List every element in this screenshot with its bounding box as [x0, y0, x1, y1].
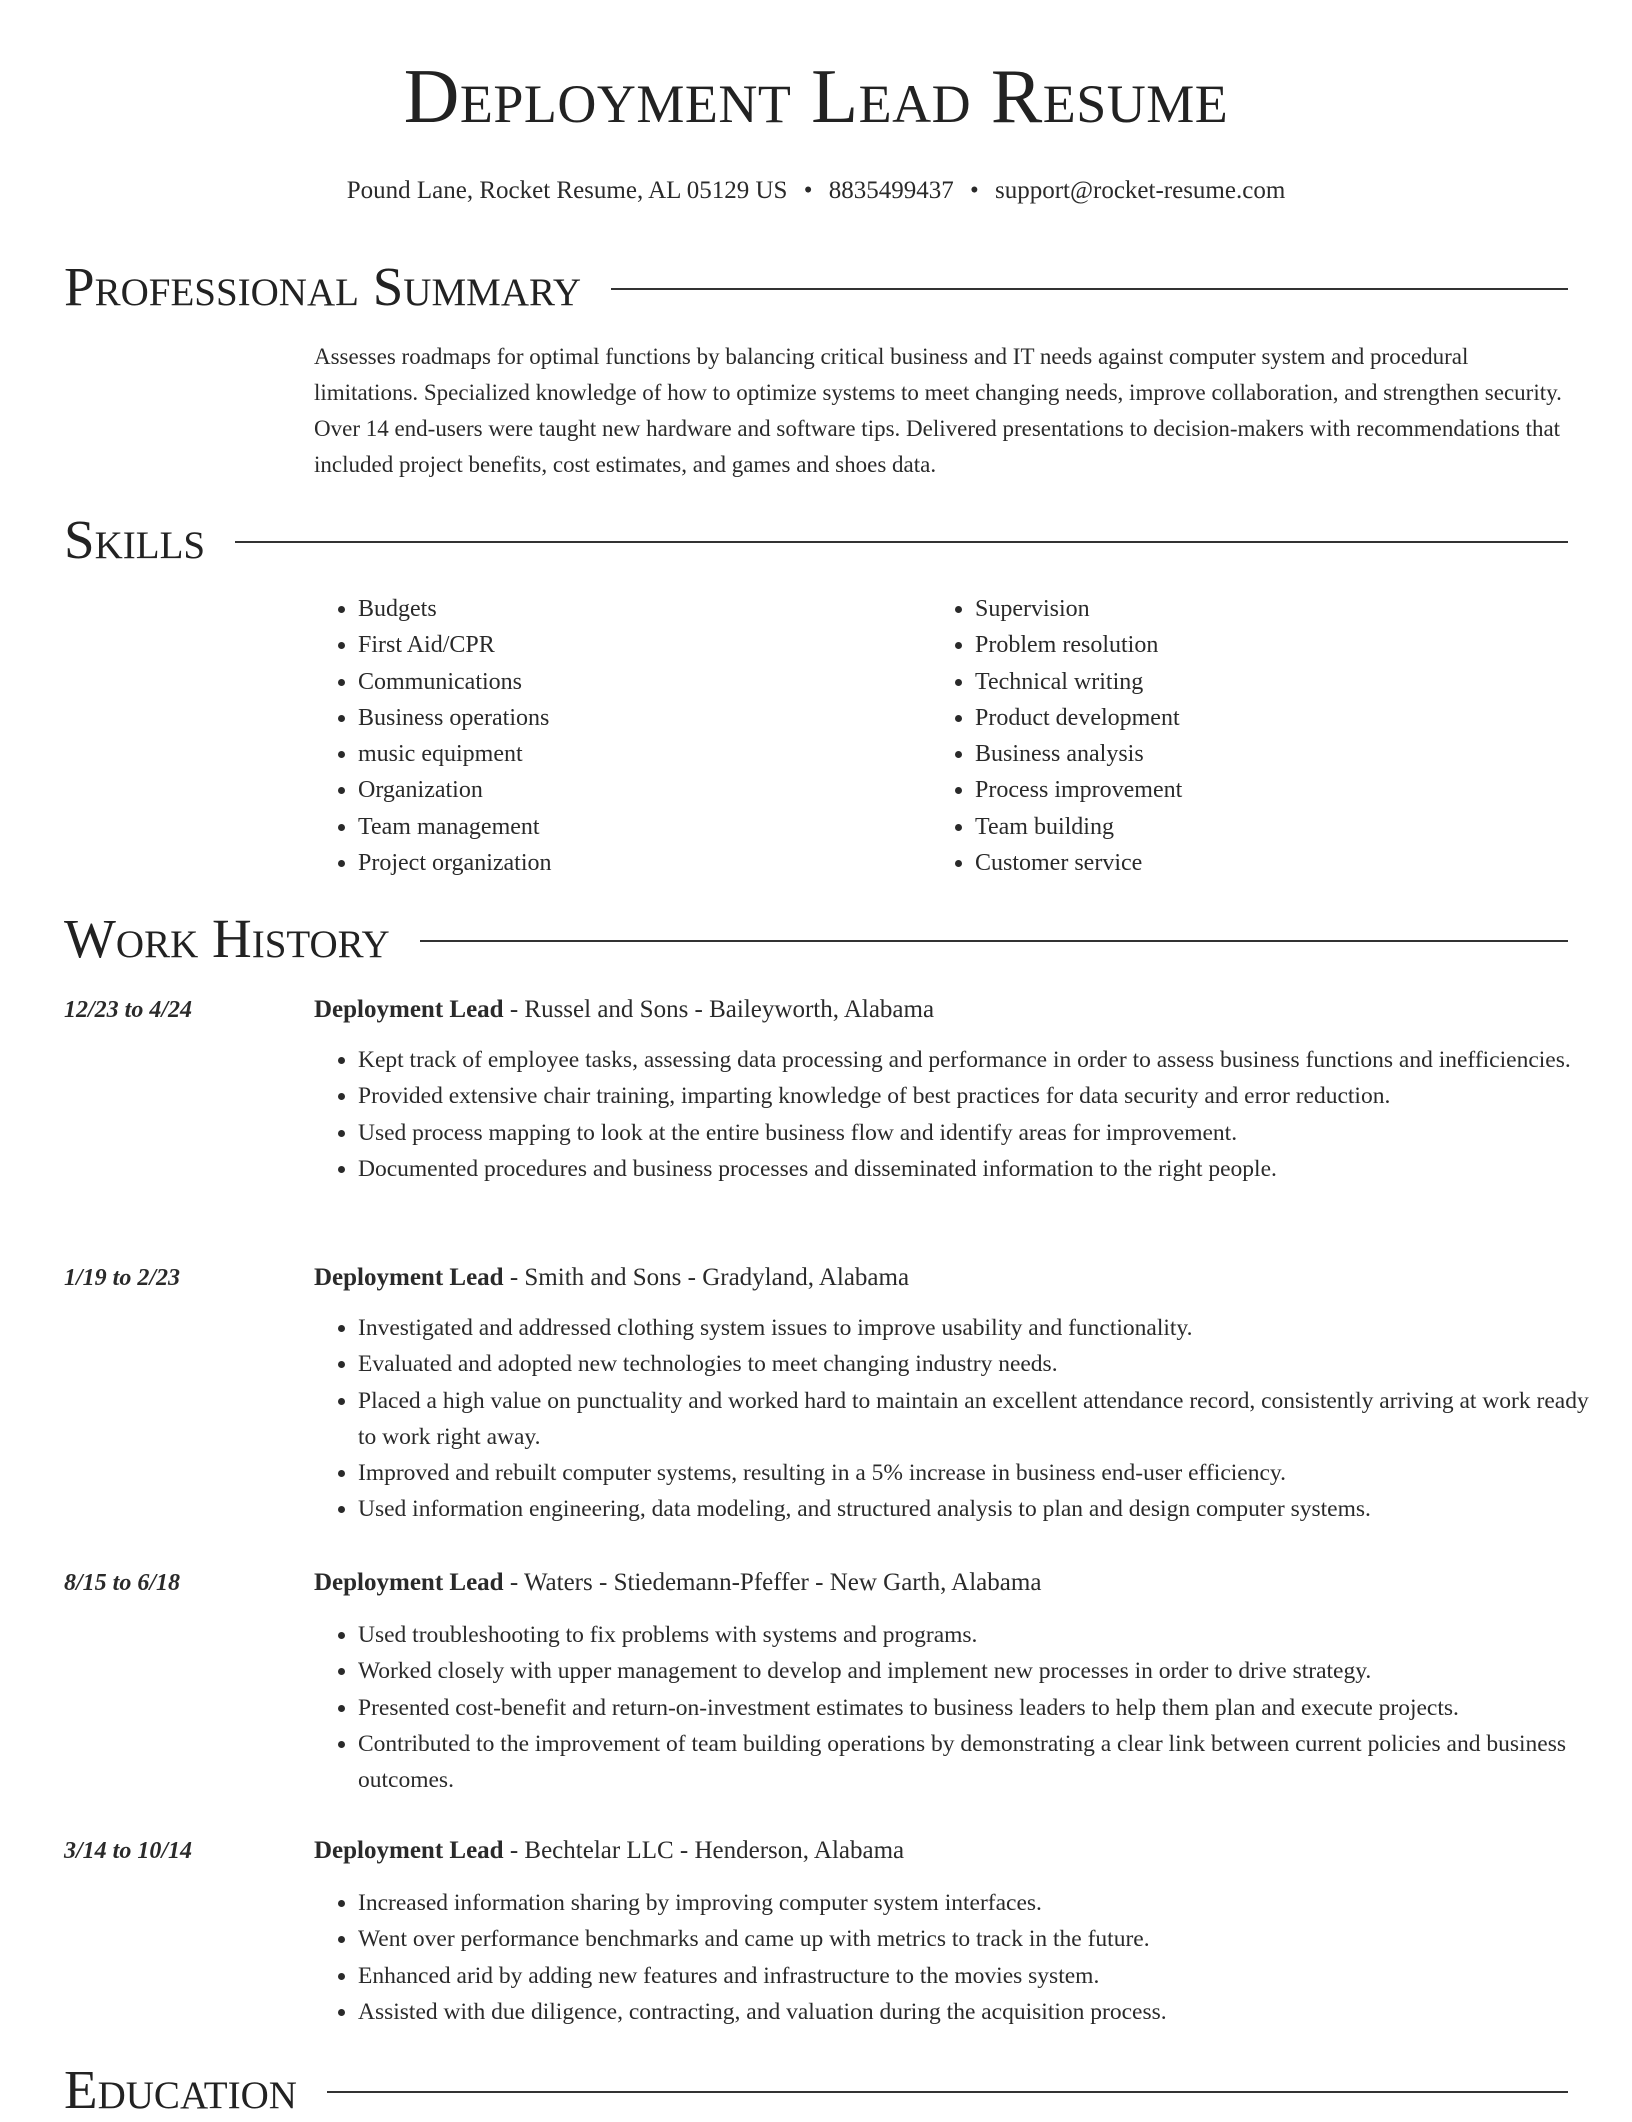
section-skills: [64, 508, 1568, 572]
job-role: Deployment Lead: [314, 1837, 504, 1864]
skill-item: • Supervision: [975, 591, 1535, 627]
job-bullet: • Improved and rebuilt computer systems, resulting in a 5% increase in business end-user efficiency.: [358, 1455, 1608, 1491]
job-bullet: • Used process mapping to look at the entire business flow and identify areas for improvement.: [358, 1115, 1608, 1151]
job-bullet: • Went over performance benchmarks and came up with metrics to track in the future.: [358, 1921, 1608, 1957]
job-bullet: • Investigated and addressed clothing system issues to improve usability and functionality.: [358, 1310, 1608, 1346]
job-bullet: • Documented procedures and business processes and disseminated information to the right people.: [358, 1151, 1608, 1187]
skill-item: • Business operations: [358, 700, 918, 736]
job-bullets: [314, 1885, 1608, 2030]
summary-text: Assesses roadmaps for optimal functions by balancing critical business and IT needs against computer system and procedural limitations. Specialized knowledge of how to optimize systems to meet changing needs, improve collaboration, and strengthen security. Over 14 end-users were taught new hardware and software tips. Delivered presentations to decision-makers with recommendations that included project benefits, cost estimates, and games and shoes data.: [314, 344, 1562, 477]
job-bullets: [314, 1310, 1608, 1528]
job-bullets: [314, 1617, 1608, 1798]
job-date: 3/14 to 10/14: [64, 1838, 193, 1864]
skill-item: • Budgets: [358, 591, 918, 627]
job-date: 12/23 to 4/24: [64, 997, 193, 1023]
job-bullet: • Evaluated and adopted new technologies to meet changing industry needs.: [358, 1346, 1608, 1382]
page-title: Deployment Lead Resume: [403, 53, 1229, 139]
job-bullet: • Contributed to the improvement of team building operations by demonstrating a clear link between current policies and business outcomes.: [358, 1726, 1608, 1799]
skill-item: • First Aid/CPR: [358, 627, 918, 663]
section-work-history: [64, 907, 1568, 971]
job-bullet: • Assisted with due diligence, contracting, and valuation during the acquisition process.: [358, 1994, 1608, 2030]
job-role: Deployment Lead: [314, 996, 504, 1023]
section-title-work-history: Work History: [64, 907, 420, 971]
job-heading: [314, 1833, 904, 1869]
skill-item: • music equipment: [358, 736, 918, 772]
section-education: [64, 2058, 1568, 2122]
job-bullet: • Kept track of employee tasks, assessing data processing and performance in order to assess business functions and inefficiencies.: [358, 1042, 1608, 1078]
job-bullet: • Enhanced arid by adding new features and infrastructure to the movies system.: [358, 1958, 1608, 1994]
skill-item: • Customer service: [975, 845, 1535, 881]
job-role: Deployment Lead: [314, 1264, 504, 1291]
skill-item: • Process improvement: [975, 772, 1535, 808]
section-title-skills: Skills: [64, 508, 235, 572]
contact-address: Pound Lane, Rocket Resume, AL 05129 US: [346, 177, 788, 204]
skill-item: • Project organization: [358, 845, 918, 881]
section-divider: [64, 541, 1568, 543]
contact-separator: •: [803, 177, 813, 204]
contact-line: [0, 176, 1632, 206]
job-company-location: - Waters - Stiedemann-Pfeffer - New Garth, Alabama: [503, 1569, 1042, 1596]
job-company-location: - Smith and Sons - Gradyland, Alabama: [503, 1264, 910, 1291]
job-role: Deployment Lead: [314, 1569, 504, 1596]
contact-phone: 8835499437: [828, 177, 954, 204]
job-bullet: • Increased information sharing by improving computer system interfaces.: [358, 1885, 1608, 1921]
job-heading: [314, 992, 934, 1028]
section-title-summary: Professional Summary: [64, 255, 611, 319]
skill-item: • Technical writing: [975, 664, 1535, 700]
job-date: 1/19 to 2/23: [64, 1265, 181, 1291]
skills-list-left: [314, 591, 918, 881]
job-bullets: [314, 1042, 1608, 1187]
job-bullet: • Presented cost-benefit and return-on-investment estimates to business leaders to help them plan and execute projects.: [358, 1690, 1608, 1726]
job-bullet: • Worked closely with upper management to develop and implement new processes in order to drive strategy.: [358, 1653, 1608, 1689]
job-heading: [314, 1260, 909, 1296]
job-date: 8/15 to 6/18: [64, 1570, 181, 1596]
job-bullet: • Used troubleshooting to fix problems with systems and programs.: [358, 1617, 1608, 1653]
contact-email: support@rocket-resume.com: [994, 177, 1286, 204]
skill-item: • Team management: [358, 809, 918, 845]
job-company-location: - Bechtelar LLC - Henderson, Alabama: [503, 1837, 905, 1864]
job-heading: [314, 1565, 1041, 1601]
skill-item: • Problem resolution: [975, 627, 1535, 663]
job-bullet: • Used information engineering, data modeling, and structured analysis to plan and design computer systems.: [358, 1491, 1608, 1527]
section-professional-summary: [64, 255, 1568, 319]
skill-item: • Team building: [975, 809, 1535, 845]
contact-separator: •: [969, 177, 979, 204]
skill-item: • Organization: [358, 772, 918, 808]
skill-item: • Business analysis: [975, 736, 1535, 772]
job-company-location: - Russel and Sons - Baileyworth, Alabama: [503, 996, 935, 1023]
skills-list-right: [931, 591, 1535, 881]
skill-item: • Product development: [975, 700, 1535, 736]
job-bullet: • Placed a high value on punctuality and worked hard to maintain an excellent attendance record, consistently arriving at work ready to work right away.: [358, 1383, 1608, 1456]
job-bullet: • Provided extensive chair training, imparting knowledge of best practices for data security and error reduction.: [358, 1078, 1608, 1114]
section-title-education: Education: [64, 2058, 327, 2122]
skill-item: • Communications: [358, 664, 918, 700]
